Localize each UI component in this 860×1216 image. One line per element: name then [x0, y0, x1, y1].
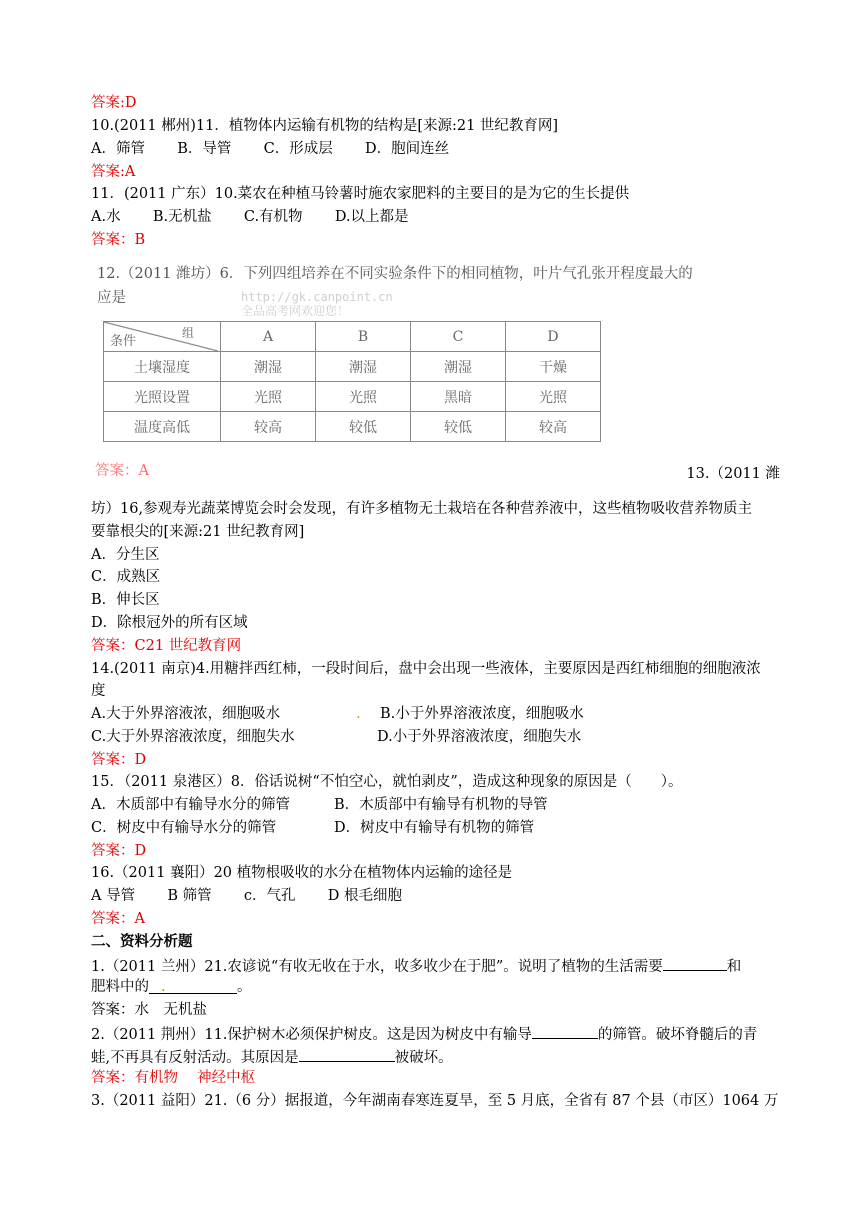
column-header: B	[316, 322, 411, 352]
question-15: 15．（2011 泉港区）8．俗话说树“不怕空心，就怕剥皮”，造成这种现象的原因是（ ）。	[91, 774, 683, 790]
row-label: 光照设置	[104, 382, 221, 412]
table-cell: 较低	[316, 412, 411, 442]
watermark-text: 全品高考网欢迎您！	[241, 304, 350, 318]
row-label: 土壤湿度	[104, 352, 221, 382]
option-d: D.小于外界溶液浓度，细胞失水	[377, 729, 582, 745]
table-cell: 潮湿	[221, 352, 316, 382]
answer-line: 答案：B	[91, 232, 146, 248]
option-c: C．成熟区	[91, 569, 161, 585]
table-row	[104, 382, 601, 412]
option-a: A.大于外界溶液浓，细胞吸水	[91, 706, 281, 722]
question-text: 肥料中的	[91, 979, 149, 995]
option-text: ．伸长区	[101, 592, 160, 608]
row-label: 温度高低	[104, 412, 221, 442]
data-question-1-cont	[91, 977, 252, 997]
option-b: B．木质部中有输导有机物的导管	[334, 797, 548, 813]
answer-line: 答案:A	[91, 164, 136, 180]
data-question-2-cont	[91, 1045, 453, 1068]
table-row	[104, 412, 601, 442]
table-cell: 光照	[316, 382, 411, 412]
data-question-1	[91, 954, 741, 977]
table-cell: 黑暗	[411, 382, 506, 412]
question-16: 16.（2011 襄阳）20 植物根吸收的水分在植物体内运输的途径是	[91, 865, 513, 881]
scan-question-line2: 应是	[97, 290, 126, 306]
question-14-cont: 度	[91, 683, 106, 699]
question-text: 被破坏。	[394, 1050, 453, 1066]
header-group-label: 组	[181, 326, 194, 340]
scan-question-text	[97, 262, 693, 310]
options-11: A.水 B.无机盐 C.有机物 D.以上都是	[91, 209, 409, 225]
option-letter: B	[91, 592, 102, 608]
option-b: B.小于外界溶液浓度，细胞吸水	[380, 706, 584, 722]
watermark-url: http://gk.canpoint.cn	[241, 290, 393, 304]
option-a: A．分生区	[91, 547, 160, 563]
data-question-2	[91, 1022, 757, 1045]
question-text: 1.（2011 兰州）21.农谚说“有收无收在于水，收多收少在于肥”。说明了植物的生活需要	[91, 959, 663, 975]
answer-line: 答案：A	[91, 911, 145, 927]
question-text: 2.（2011 荆州）11.保护树木必须保护树皮。这是因为树皮中有输导	[91, 1027, 532, 1043]
question-10: 10.(2011 郴州)11．植物体内运输有机物的结构是[来源:21 世纪教育网]	[91, 118, 559, 134]
option-c: C．树皮中有输导水分的筛管	[91, 820, 277, 836]
scan-question-line1: 12.（2011 潍坊）6．下列四组培养在不同实验条件下的相同植物，叶片气孔张开程度最大的	[97, 266, 693, 282]
answer-line: 答案：D	[91, 752, 147, 768]
table-corner-cell	[104, 322, 221, 352]
question-13-cont: 要靠根尖的[来源:21 世纪教育网]	[91, 524, 305, 540]
table-cell: 潮湿	[316, 352, 411, 382]
answer-line: 答案：有机物 神经中枢	[91, 1070, 256, 1086]
option-d: D．除根冠外的所有区域	[91, 615, 248, 631]
blank	[299, 1045, 395, 1062]
table-cell: 光照	[506, 382, 601, 412]
experiment-table	[103, 321, 601, 442]
data-question-3: 3.（2011 益阳）21.（6 分）据报道，今年湖南春寒连夏旱，至 5 月底，全省有 87 个县（市区）1064 万	[91, 1093, 779, 1109]
answer-line: 答案：水 无机盐	[91, 1002, 207, 1018]
column-header: D	[506, 322, 601, 352]
scan-answer: 答案：A	[95, 463, 149, 479]
option-c: C.大于外界溶液浓度，细胞失水	[91, 729, 295, 745]
answer-line: 答案：D	[91, 843, 147, 859]
option-a: A．木质部中有输导水分的筛管	[91, 797, 290, 813]
column-header: C	[411, 322, 506, 352]
scanned-question-image	[91, 258, 703, 478]
table-cell: 较低	[411, 412, 506, 442]
question-14: 14.(2011 南京)4.用糖拌西红柿，一段时间后，盘中会出现一些液体，主要原因是西红柿细胞的细胞液浓	[91, 661, 761, 677]
table-header-row	[104, 322, 601, 352]
question-13: 坊）16,参观寿光蔬菜博览会时会发现，有许多植物无土栽培在各种营养液中，这些植物吸收营养物质主	[91, 501, 753, 517]
blank	[663, 954, 727, 971]
question-text: 的筛管。破坏脊髓后的青	[597, 1027, 758, 1043]
question-text: 。	[237, 979, 252, 995]
answer-line: 答案：C21 世纪教育网	[91, 638, 242, 654]
table-cell: 较高	[221, 412, 316, 442]
table-cell: 干燥	[506, 352, 601, 382]
options-10: A．筛管 B．导管 C．形成层 D．胞间连丝	[91, 141, 450, 157]
table-row	[104, 352, 601, 382]
watermark	[241, 290, 393, 318]
section-heading: 二、资料分析题	[91, 933, 193, 950]
question-13-start: 13.（2011 潍	[686, 466, 780, 482]
options-16: A 导管 B 筛管 c．气孔 D 根毛细胞	[91, 888, 402, 904]
table-cell: 光照	[221, 382, 316, 412]
option-b	[91, 590, 160, 610]
column-header: A	[221, 322, 316, 352]
dot-mark: .	[356, 706, 361, 722]
answer-line: 答案:D	[91, 95, 137, 111]
option-d: D．树皮中有输导有机物的筛管	[334, 820, 535, 836]
table-cell: 潮湿	[411, 352, 506, 382]
question-11: 11．(2011 广东）10.菜农在种植马铃薯时施农家肥料的主要目的是为它的生长提供	[91, 186, 630, 202]
question-text: 和	[726, 959, 742, 975]
question-text: 蛙,不再具有反射活动。其原因是	[91, 1050, 299, 1066]
table-cell: 较高	[506, 412, 601, 442]
header-condition-label: 条件	[110, 334, 137, 349]
blank: .	[149, 977, 237, 994]
blank	[532, 1022, 598, 1039]
